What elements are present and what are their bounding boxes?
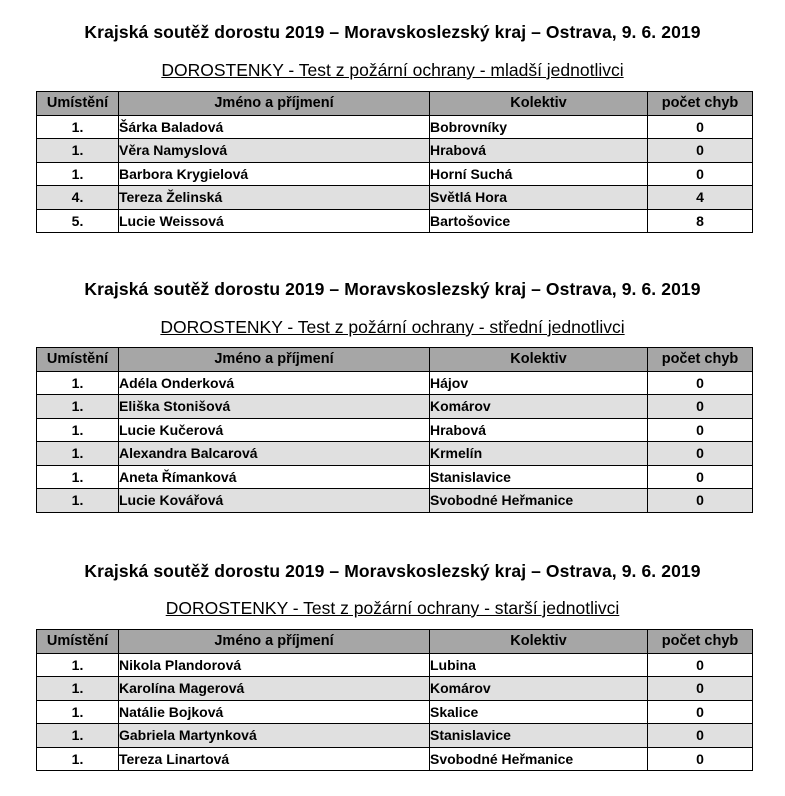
cell-place: 1.	[37, 418, 119, 442]
col-header-errors: počet chyb	[648, 348, 753, 372]
cell-team: Stanislavice	[430, 724, 648, 748]
cell-errors: 0	[648, 747, 753, 771]
section-subtitle: DOROSTENKY - Test z požární ochrany - starší jednotlivci	[165, 598, 620, 618]
cell-name: Věra Namyslová	[119, 139, 430, 163]
table-row	[37, 186, 753, 210]
cell-name: Lucie Weissová	[119, 209, 430, 233]
results-table	[36, 347, 753, 513]
col-header-place: Umístění	[37, 630, 119, 654]
cell-name: Alexandra Balcarová	[119, 442, 430, 466]
col-header-name: Jméno a příjmení	[119, 92, 430, 116]
table-row	[37, 371, 753, 395]
cell-name: Natálie Bojková	[119, 700, 430, 724]
table-row	[37, 139, 753, 163]
table-row	[37, 395, 753, 419]
cell-place: 1.	[37, 489, 119, 513]
cell-name: Barbora Krygielová	[119, 162, 430, 186]
table-header-row	[37, 92, 753, 116]
section-subtitle: DOROSTENKY - Test z požární ochrany - mladší jednotlivci	[161, 60, 624, 80]
table-header-row	[37, 630, 753, 654]
section-title: Krajská soutěž dorostu 2019 – Moravskoslezský kraj – Ostrava, 9. 6. 2019	[84, 22, 701, 42]
cell-place: 5.	[37, 209, 119, 233]
cell-place: 1.	[37, 747, 119, 771]
cell-place: 1.	[37, 724, 119, 748]
cell-team: Krmelín	[430, 442, 648, 466]
cell-name: Tereza Želinská	[119, 186, 430, 210]
cell-errors: 0	[648, 465, 753, 489]
cell-team: Stanislavice	[430, 465, 648, 489]
table-row	[37, 465, 753, 489]
table-row	[37, 700, 753, 724]
cell-name: Eliška Stonišová	[119, 395, 430, 419]
col-header-place: Umístění	[37, 92, 119, 116]
cell-team: Horní Suchá	[430, 162, 648, 186]
cell-errors: 0	[648, 139, 753, 163]
results-table	[36, 91, 753, 233]
cell-name: Lucie Kovářová	[119, 489, 430, 513]
cell-name: Nikola Plandorová	[119, 653, 430, 677]
table-row	[37, 442, 753, 466]
cell-errors: 0	[648, 115, 753, 139]
cell-place: 1.	[37, 653, 119, 677]
table-row	[37, 418, 753, 442]
cell-name: Tereza Linartová	[119, 747, 430, 771]
col-header-errors: počet chyb	[648, 630, 753, 654]
results-table	[36, 629, 753, 771]
table-header-row	[37, 348, 753, 372]
section-subtitle: DOROSTENKY - Test z požární ochrany - střední jednotlivci	[160, 317, 625, 337]
table-row	[37, 162, 753, 186]
col-header-place: Umístění	[37, 348, 119, 372]
section-title: Krajská soutěž dorostu 2019 – Moravskoslezský kraj – Ostrava, 9. 6. 2019	[84, 561, 701, 581]
cell-name: Aneta Římanková	[119, 465, 430, 489]
cell-team: Komárov	[430, 677, 648, 701]
cell-team: Lubina	[430, 653, 648, 677]
cell-place: 1.	[37, 465, 119, 489]
col-header-name: Jméno a příjmení	[119, 630, 430, 654]
cell-errors: 0	[648, 418, 753, 442]
col-header-team: Kolektiv	[430, 92, 648, 116]
cell-place: 4.	[37, 186, 119, 210]
cell-team: Skalice	[430, 700, 648, 724]
cell-place: 1.	[37, 677, 119, 701]
table-row	[37, 653, 753, 677]
cell-errors: 4	[648, 186, 753, 210]
cell-place: 1.	[37, 115, 119, 139]
table-row	[37, 209, 753, 233]
cell-errors: 8	[648, 209, 753, 233]
table-row	[37, 489, 753, 513]
col-header-errors: počet chyb	[648, 92, 753, 116]
cell-place: 1.	[37, 395, 119, 419]
col-header-name: Jméno a příjmení	[119, 348, 430, 372]
col-header-team: Kolektiv	[430, 348, 648, 372]
table-row	[37, 115, 753, 139]
cell-team: Komárov	[430, 395, 648, 419]
cell-name: Karolína Magerová	[119, 677, 430, 701]
cell-errors: 0	[648, 677, 753, 701]
table-row	[37, 677, 753, 701]
section-title: Krajská soutěž dorostu 2019 – Moravskoslezský kraj – Ostrava, 9. 6. 2019	[84, 279, 701, 299]
cell-errors: 0	[648, 371, 753, 395]
cell-place: 1.	[37, 371, 119, 395]
col-header-team: Kolektiv	[430, 630, 648, 654]
cell-name: Gabriela Martynková	[119, 724, 430, 748]
cell-place: 1.	[37, 700, 119, 724]
cell-team: Bobrovníky	[430, 115, 648, 139]
cell-team: Svobodné Heřmanice	[430, 747, 648, 771]
cell-name: Adéla Onderková	[119, 371, 430, 395]
cell-team: Svobodné Heřmanice	[430, 489, 648, 513]
cell-name: Lucie Kučerová	[119, 418, 430, 442]
cell-errors: 0	[648, 489, 753, 513]
cell-place: 1.	[37, 442, 119, 466]
cell-team: Hrabová	[430, 139, 648, 163]
cell-name: Šárka Baladová	[119, 115, 430, 139]
cell-team: Hrabová	[430, 418, 648, 442]
cell-place: 1.	[37, 139, 119, 163]
table-row	[37, 724, 753, 748]
cell-errors: 0	[648, 395, 753, 419]
cell-team: Bartošovice	[430, 209, 648, 233]
cell-place: 1.	[37, 162, 119, 186]
cell-team: Světlá Hora	[430, 186, 648, 210]
cell-errors: 0	[648, 653, 753, 677]
cell-errors: 0	[648, 162, 753, 186]
cell-team: Hájov	[430, 371, 648, 395]
cell-errors: 0	[648, 724, 753, 748]
table-row	[37, 747, 753, 771]
cell-errors: 0	[648, 700, 753, 724]
cell-errors: 0	[648, 442, 753, 466]
